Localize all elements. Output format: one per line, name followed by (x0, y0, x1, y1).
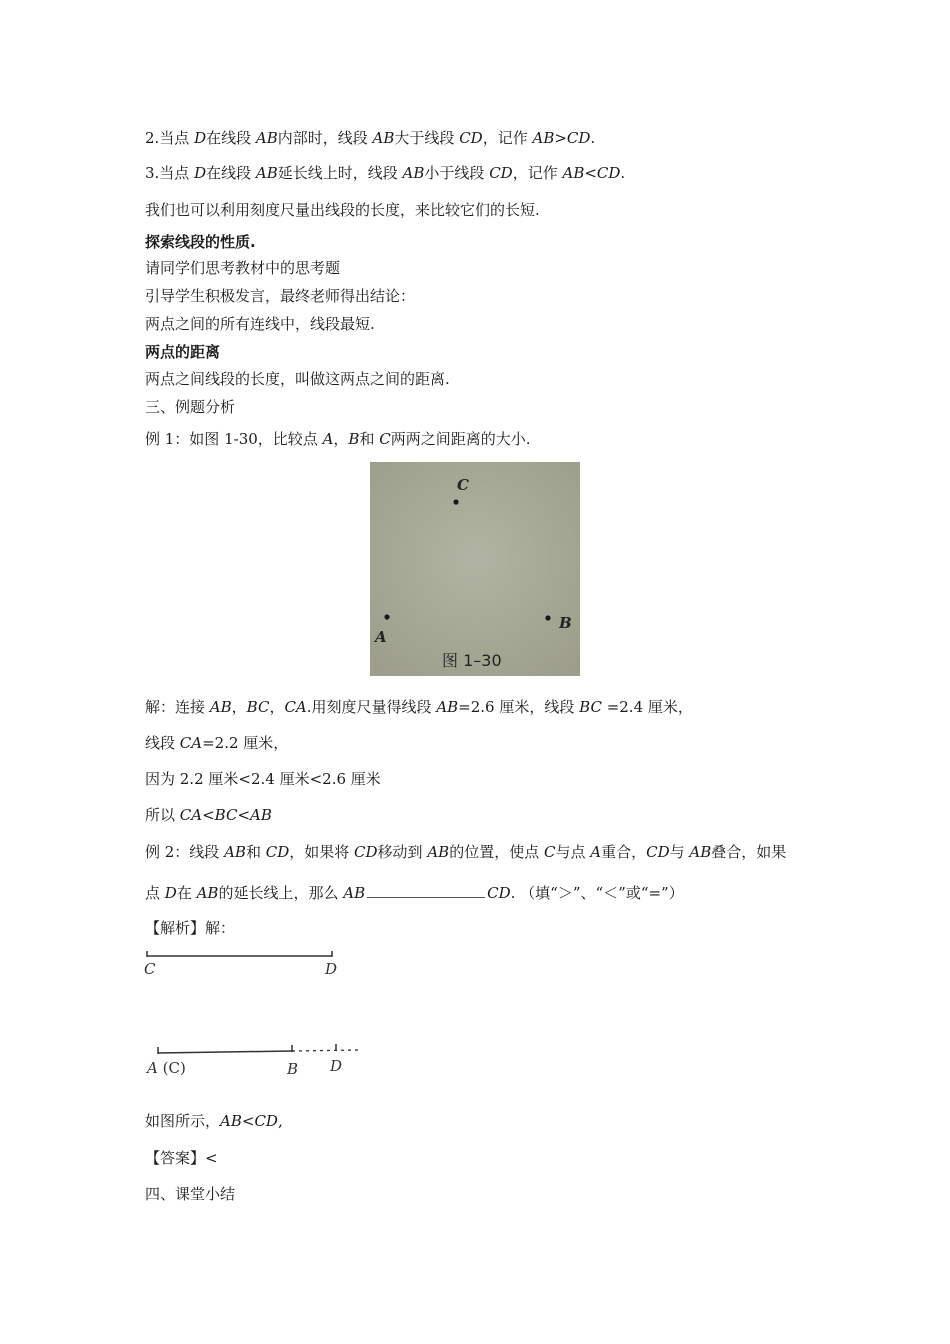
label-d: D (330, 1057, 343, 1075)
var: AB (196, 884, 219, 902)
text: 如图所示， (145, 1112, 221, 1130)
label-b: B (287, 1060, 299, 1078)
figure-1-30-photo (370, 462, 580, 676)
var: CA (284, 698, 307, 716)
var: CD (646, 843, 670, 861)
text: 大于线段 (394, 129, 460, 147)
label-a-c (145, 1059, 186, 1077)
point-c-label: C (457, 476, 469, 494)
text: =2.4 厘米， (601, 698, 693, 716)
var: D (194, 129, 207, 147)
var: AB (224, 843, 246, 861)
result-line (145, 1111, 283, 1131)
text: 例 2：线段 (145, 843, 225, 861)
text: .用刻度尺量得线段 (306, 698, 437, 716)
section-summary: 四、课堂小结 (145, 1185, 236, 1203)
var: AB (436, 698, 459, 716)
text: 和 (359, 430, 380, 448)
paragraph-guide: 引导学生积极发言，最终老师得出结论： (145, 287, 416, 305)
heading-segment-property: 探索线段的性质. (145, 233, 256, 251)
point-c (453, 499, 458, 504)
var: AB>CD (532, 129, 591, 147)
text: 的延长线上，那么 (218, 884, 344, 902)
extension-dashed (292, 1050, 360, 1051)
text: 例 1：如图 1-30，比较点 (145, 430, 323, 448)
var: AB (255, 164, 278, 182)
heading-distance: 两点的距离 (145, 343, 221, 361)
text: 解：连接 (145, 698, 210, 716)
text: 和 (245, 843, 266, 861)
text: 移动到 (377, 843, 428, 861)
solution-line-1 (145, 697, 693, 717)
text: 小于线段 (424, 164, 490, 182)
paragraph-think: 请同学们思考教材中的思考题 (145, 259, 341, 277)
var: AB (402, 164, 425, 182)
photo-background (370, 462, 580, 676)
text: ， (231, 698, 247, 716)
statement-2 (145, 128, 595, 148)
text: ，记作 (482, 129, 533, 147)
segment-ab-figure (140, 1040, 380, 1084)
label-c: (C) (157, 1059, 186, 1077)
var: AB (427, 843, 450, 861)
text: 线段 (145, 734, 180, 752)
var: AB (343, 884, 366, 902)
text: . (590, 129, 596, 147)
var: A (590, 843, 602, 861)
label-d: D (325, 960, 338, 978)
var: A (322, 430, 334, 448)
var: CA (179, 734, 203, 752)
var: AB (372, 129, 395, 147)
text: ，如果将 (289, 843, 355, 861)
text: ， (333, 430, 349, 448)
var: CD (489, 164, 513, 182)
label-a: A (147, 1059, 158, 1077)
text: 3.当点 (145, 164, 195, 182)
segment-ab (158, 1051, 292, 1053)
var: D (164, 884, 177, 902)
point-b-label: B (559, 614, 572, 632)
answer-blank[interactable] (367, 883, 485, 898)
text: 与点 (555, 843, 591, 861)
text: 重合， (601, 843, 647, 861)
var: AB (209, 698, 232, 716)
var: D (194, 164, 207, 182)
label-c: C (144, 960, 156, 978)
point-a-label: A (375, 628, 387, 646)
section-examples: 三、例题分析 (145, 398, 236, 416)
var: B (348, 430, 360, 448)
var: CD (487, 884, 511, 902)
var: AB<CD (220, 1112, 278, 1130)
text: 在线段 (206, 129, 256, 147)
text: ， (269, 698, 285, 716)
var: AB (255, 129, 278, 147)
figure-1-30 (370, 462, 580, 676)
var: CD (265, 843, 290, 861)
text: 在线段 (206, 164, 256, 182)
var: CD (459, 129, 483, 147)
paragraph-shortest: 两点之间的所有连线中，线段最短. (145, 315, 375, 333)
text: 的位置，使点 (449, 843, 544, 861)
point-a (384, 614, 389, 619)
paragraph-distance-def: 两点之间线段的长度，叫做这两点之间的距离. (145, 370, 450, 388)
var: CA<BC<AB (179, 806, 272, 824)
text: =2.6 厘米，线段 (458, 698, 580, 716)
example-2-line-1 (145, 842, 786, 862)
point-b (545, 615, 550, 620)
var: BC (246, 698, 270, 716)
text: . （填“＞”、“＜”或“=”） (510, 884, 684, 902)
answer-line: 【答案】< (145, 1149, 218, 1167)
var: BC (579, 698, 602, 716)
var: AB<CD (562, 164, 621, 182)
text: 在 (176, 884, 197, 902)
segment-ab-svg (140, 1040, 380, 1080)
text: 与 (669, 843, 690, 861)
var: C (379, 430, 391, 448)
text: 点 (145, 884, 165, 902)
example-2-line-2 (145, 883, 684, 903)
example-1 (145, 429, 531, 449)
solution-line-3: 因为 2.2 厘米<2.4 厘米<2.6 厘米 (145, 770, 381, 788)
figure-caption: 图 1–30 (442, 651, 502, 670)
text: 延长线上时，线段 (277, 164, 403, 182)
var: AB (689, 843, 712, 861)
var: C (543, 843, 556, 861)
text: 两两之间距离的大小. (390, 430, 531, 448)
solution-line-2 (145, 733, 288, 753)
text: , (277, 1112, 283, 1130)
text: . (620, 164, 626, 182)
paragraph-ruler: 我们也可以利用刻度尺量出线段的长度，来比较它们的长短. (145, 201, 540, 219)
text: =2.2 厘米， (202, 734, 289, 752)
analysis-label: 【解析】解： (145, 919, 236, 937)
solution-line-4 (145, 805, 272, 825)
var: CD (354, 843, 378, 861)
text: 叠合，如果 (711, 843, 787, 861)
text: ，记作 (512, 164, 563, 182)
text: 2.当点 (145, 129, 195, 147)
segment-cd-svg (140, 946, 360, 978)
text: 内部时，线段 (277, 129, 373, 147)
statement-3 (145, 163, 625, 183)
segment-cd-figure (140, 946, 360, 982)
text: 所以 (145, 806, 180, 824)
